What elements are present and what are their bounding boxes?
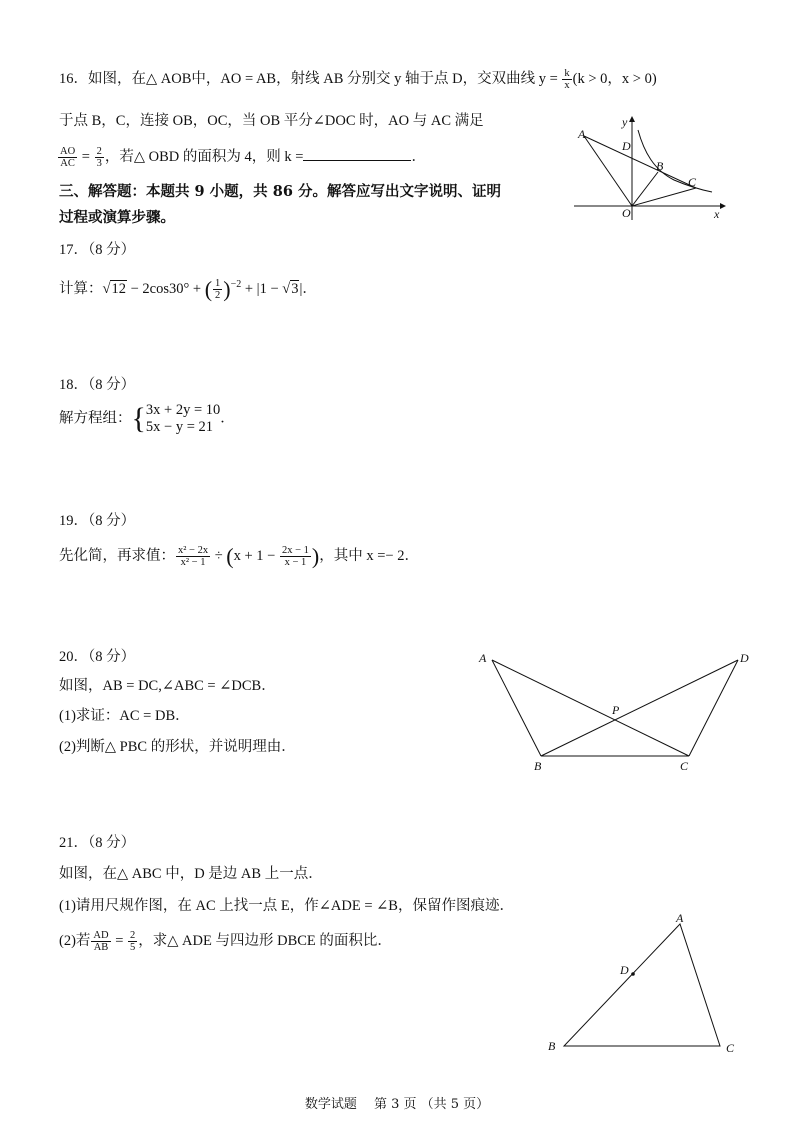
q16-curve-fraction: $\frac{k}{x}$ [564,68,570,92]
q17-header: 17．（8 分） [59,242,136,258]
label-B: B [656,159,664,173]
q16-line2: 于点 B，C，连接 OB，OC，当 OB 平分∠DOC 时，AO 与 AC 满足 [59,113,484,129]
hyperbola-curve [638,130,712,192]
q20-line3: (2)判断△ PBC 的形状，并说明理由． [59,739,296,755]
q16-figure [570,112,730,224]
label-D: D [620,963,629,977]
q16-line1: 16．如图，在△ AOB中，AO = AB，射线 AB 分别交 y 轴于点 D，交双曲线 y = $\frac{k}{x}$ (k > 0，x > 0) [59,68,657,92]
page-footer: 数学试题 第 3 页 （共 5 页） [304,1097,490,1112]
q19-header: 19．（8 分） [59,513,136,529]
label-O: O [622,206,631,220]
label-B: B [548,1039,556,1053]
q16-answer-blank[interactable] [303,148,411,161]
section3-line1: 三、解答题：本题共 9 小题，共 86 分。解答应写出文字说明、证明 [59,183,501,200]
label-D: D [622,139,631,153]
q20-figure [474,646,756,776]
label-A: A [676,911,684,925]
q21-line1: 如图，在△ ABC 中，D 是边 AB 上一点． [59,866,323,882]
q17-expression: 计算：√12 − 2cos30° + ( $\frac{1}{2}$ )$^{-2}$ + |1 − √3|． [59,276,317,302]
q19-expression: 先化简，再求值： $\frac{\text{x² − 2x}}{\text{x² − 1}}$ ÷ (x + 1 − $\frac{2x - 1}{x - 1}$ )，其中 x =− 2． [59,543,419,569]
q16-ratio-fraction: $\frac{AO}{AC}$ [60,146,76,170]
label-C: C [680,759,689,773]
segment-OC [632,188,696,206]
segment-AB [492,660,541,756]
label-y: y [622,115,628,129]
q16-value-fraction: $\frac{2}{3}$ [96,146,102,170]
q21-line2: (1)请用尺规作图，在 AC 上找一点 E，作∠ADE = ∠B，保留作图痕迹． [59,898,514,914]
q18-header: 18．（8 分） [59,377,136,393]
label-P: P [612,703,620,717]
point-D [631,972,635,976]
label-B: B [534,759,542,773]
y-axis-arrow [629,116,635,122]
label-C: C [726,1041,735,1055]
triangle-ABC [564,924,720,1046]
q16-line3: $\frac{AO}{AC}$ = $\frac{2}{3}$ ，若△ OBD 的面积为 4，则 k = ． [60,146,426,170]
ray-AB [584,136,696,188]
segment-OB [632,172,658,206]
q18-system: 解方程组：{ 3x + 2y = 10 5x − y = 21 ． [59,402,235,436]
q20-header: 20．（8 分） [59,649,136,665]
label-A: A [479,651,487,665]
segment-DB [541,660,738,756]
q20-line2: (1)求证：AC = DB． [59,708,190,724]
q21-line3: (2)若 $\frac{AD}{AB}$ = $\frac{2}{5}$ ，求△ ADE 与四边形 DBCE 的面积比． [59,930,392,954]
q21-figure [540,910,746,1060]
segment-AC [492,660,689,756]
q21-header: 21．（8 分） [59,835,136,851]
section3-line2: 过程或演算步骤。 [59,209,175,226]
x-axis-arrow [720,203,726,209]
label-C: C [688,175,697,189]
segment-DC [689,660,738,756]
label-D: D [740,651,749,665]
label-A: A [578,127,586,141]
label-x: x [714,207,720,221]
q20-line1: 如图，AB = DC,∠ABC = ∠DCB． [59,678,276,694]
